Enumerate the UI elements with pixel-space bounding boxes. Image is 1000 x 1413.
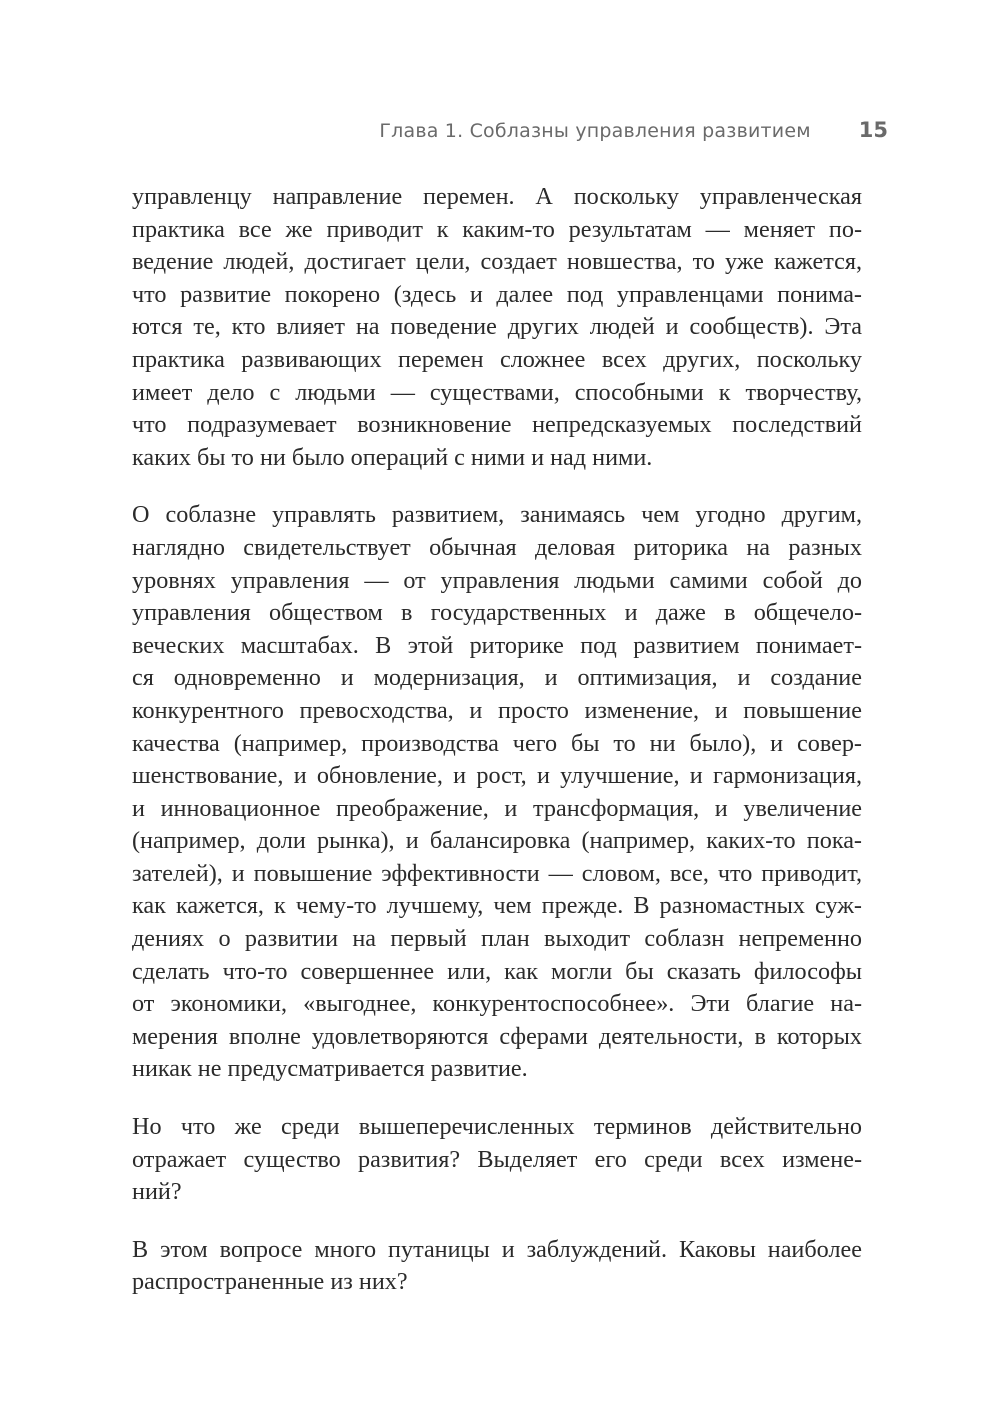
text-line: сделать что-то совершеннее или, как могли бы сказать философы — [132, 957, 862, 985]
text-line: управленцу направление перемен. А поскольку управленческая — [132, 183, 862, 210]
text-line: уровнях управления — от управления людьми самими собой до — [132, 566, 862, 594]
text-line: практика все же приводит к каким-то результатам — меняет по- — [132, 215, 862, 243]
text-line: (например, доли рынка), и балансировка (например, каких-то пока- — [132, 827, 862, 855]
text-line: от экономики, «выгоднее, конкурентоспособнее». Эти благие на- — [132, 990, 862, 1018]
text-line: как кажется, к чему-то лучшему, чем прежде. В разномастных суж- — [132, 892, 862, 920]
text-line: качества (например, производства чего бы то ни было), и совер- — [132, 729, 862, 757]
text-line: что подразумевает возникновение непредсказуемых последствий — [132, 411, 862, 439]
paragraph — [132, 181, 862, 474]
text-line: конкурентного превосходства, и просто изменение, и повышение — [132, 696, 862, 724]
text-line: ся одновременно и модернизация, и оптимизация, и создание — [132, 664, 862, 692]
text-line: управления обществом в государственных и даже в общечело- — [132, 599, 862, 627]
text-line: ний? — [132, 1178, 182, 1206]
body-text — [132, 181, 862, 1324]
paragraph — [132, 1234, 862, 1299]
running-header — [379, 118, 888, 142]
text-line: Но что же среди вышеперечисленных терминов действительно — [132, 1113, 862, 1141]
text-line: веческих масштабах. В этой риторике под развитием понимает- — [132, 631, 862, 659]
text-line: имеет дело с людьми — существами, способными к творчеству, — [132, 378, 862, 406]
text-line: что развитие покорено (здесь и далее под управленцами понима- — [132, 280, 862, 308]
text-line: мерения вполне удовлетворяются сферами деятельности, в которых — [132, 1022, 862, 1050]
text-line: дениях о развитии на первый план выходит соблазн непременно — [132, 925, 862, 953]
text-line: зателей), и повышение эффективности — словом, все, что приводит, — [132, 859, 862, 887]
chapter-title: Глава 1. Соблазны управления развитием — [379, 120, 811, 142]
page-number: 15 — [858, 118, 888, 142]
text-line: отражает существо развития? Выделяет его среди всех измене- — [132, 1145, 862, 1173]
text-line: наглядно свидетельствует обычная деловая риторика на разных — [132, 533, 862, 561]
text-line: каких бы то ни было операций с ними и над ними. — [132, 443, 653, 471]
text-line: распространенные из них? — [132, 1268, 408, 1296]
text-line: ются те, кто влияет на поведение других людей и сообществ). Эта — [132, 313, 862, 341]
text-line: и инновационное преображение, и трансформация, и увеличение — [132, 794, 862, 822]
text-line: ведение людей, достигает цели, создает новшества, то уже кажется, — [132, 248, 862, 276]
paragraph — [132, 499, 862, 1086]
text-line: шенствование, и обновление, и рост, и улучшение, и гармонизация, — [132, 762, 862, 790]
text-line: В этом вопросе много путаницы и заблуждений. Каковы наиболее — [132, 1235, 862, 1263]
text-line: практика развивающих перемен сложнее всех других, поскольку — [132, 345, 862, 373]
text-line: никак не предусматривается развитие. — [132, 1055, 528, 1083]
paragraph — [132, 1111, 862, 1209]
text-line: О соблазне управлять развитием, занимаясь чем угодно другим, — [132, 501, 862, 529]
